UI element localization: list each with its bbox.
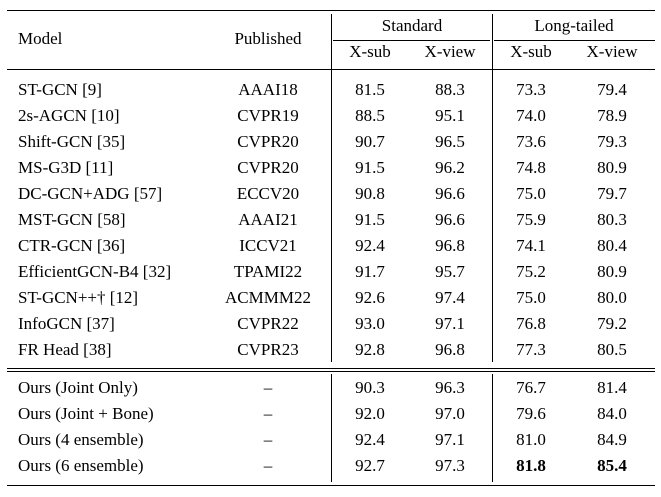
cell-published: –	[263, 430, 273, 449]
cell-longtailed-xview: 80.4	[597, 236, 627, 255]
cell-longtailed-xsub: 76.8	[516, 314, 546, 333]
cell-standard-xview: 95.7	[435, 262, 465, 281]
cell-standard-xsub: 91.7	[355, 262, 385, 281]
cell-model: CTR-GCN [36]	[18, 236, 126, 255]
section-rule-upper	[7, 368, 655, 369]
separator-published-standard	[331, 14, 332, 362]
cell-standard-xview: 97.1	[435, 314, 465, 333]
cell-standard-xview: 95.1	[435, 106, 465, 125]
cell-published: CVPR20	[237, 158, 299, 177]
cell-longtailed-xsub: 74.8	[516, 158, 546, 177]
header-standard-xsub: X-sub	[349, 42, 391, 61]
cell-model: 2s-AGCN [10]	[18, 106, 120, 125]
cell-model: InfoGCN [37]	[18, 314, 115, 333]
cell-longtailed-xsub: 77.3	[516, 340, 546, 359]
cell-longtailed-xsub: 76.7	[516, 378, 546, 397]
cell-standard-xsub: 81.5	[355, 80, 385, 99]
header-standard-xview: X-view	[424, 42, 476, 61]
cell-longtailed-xview: 79.4	[597, 80, 627, 99]
cell-standard-xview: 96.8	[435, 340, 465, 359]
cell-longtailed-xsub: 75.0	[516, 184, 546, 203]
cell-standard-xview: 96.8	[435, 236, 465, 255]
cell-longtailed-xview: 81.4	[597, 378, 627, 397]
cell-published: ACMMM22	[225, 288, 311, 307]
cell-longtailed-xview: 79.2	[597, 314, 627, 333]
cell-model: DC-GCN+ADG [57]	[18, 184, 163, 203]
cell-longtailed-xview: 80.9	[597, 262, 627, 281]
cell-longtailed-xsub: 74.1	[516, 236, 546, 255]
cell-longtailed-xsub: 79.6	[516, 404, 546, 423]
cell-published: –	[263, 378, 273, 397]
cell-model: MST-GCN [58]	[18, 210, 126, 229]
cell-longtailed-xsub: 75.2	[516, 262, 546, 281]
cell-standard-xview: 97.3	[435, 456, 465, 475]
cell-standard-xsub: 92.7	[355, 456, 385, 475]
cell-published: ICCV21	[239, 236, 297, 255]
cell-model: ST-GCN++† [12]	[18, 288, 139, 307]
cell-model: Ours (Joint Only)	[18, 378, 138, 397]
cell-published: TPAMI22	[233, 262, 303, 281]
cell-standard-xview: 96.3	[435, 378, 465, 397]
header-group-rule-longtailed	[494, 40, 655, 41]
cell-longtailed-xsub: 73.6	[516, 132, 546, 151]
cell-longtailed-xview: 80.9	[597, 158, 627, 177]
cell-standard-xsub: 92.4	[355, 430, 385, 449]
header-published: Published	[234, 29, 302, 48]
cell-longtailed-xview: 84.0	[597, 404, 627, 423]
header-group-rule-standard	[333, 40, 490, 41]
cell-standard-xsub: 92.8	[355, 340, 385, 359]
cell-published: –	[263, 404, 273, 423]
cell-published: –	[263, 456, 273, 475]
cell-longtailed-xsub: 74.0	[516, 106, 546, 125]
cell-standard-xsub: 91.5	[355, 210, 385, 229]
cell-standard-xview: 97.1	[435, 430, 465, 449]
header-group-standard: Standard	[381, 16, 443, 35]
cell-standard-xsub: 90.3	[355, 378, 385, 397]
cell-model: Ours (4 ensemble)	[18, 430, 144, 449]
cell-model: MS-G3D [11]	[18, 158, 114, 177]
cell-standard-xview: 88.3	[435, 80, 465, 99]
cell-standard-xview: 96.2	[435, 158, 465, 177]
cell-longtailed-xview: 79.3	[597, 132, 627, 151]
bottom-rule	[7, 485, 655, 486]
cell-published: CVPR23	[237, 340, 299, 359]
section-rule-lower	[7, 371, 655, 372]
cell-published: AAAI21	[238, 210, 298, 229]
cell-standard-xsub: 93.0	[355, 314, 385, 333]
cell-longtailed-xsub: 75.0	[516, 288, 546, 307]
separator-standard-longtailed	[492, 14, 493, 362]
cell-standard-xsub: 92.4	[355, 236, 385, 255]
cell-longtailed-xview: 84.9	[597, 430, 627, 449]
cell-published: AAAI18	[238, 80, 298, 99]
cell-longtailed-xview-best: 85.4	[597, 456, 627, 475]
header-model: Model	[18, 29, 63, 48]
cell-model: Shift-GCN [35]	[18, 132, 126, 151]
cell-longtailed-xsub: 75.9	[516, 210, 546, 229]
cell-longtailed-xview: 78.9	[597, 106, 627, 125]
cell-published: ECCV20	[236, 184, 300, 203]
cell-longtailed-xsub: 81.0	[516, 430, 546, 449]
cell-longtailed-xsub-best: 81.8	[516, 456, 546, 475]
cell-longtailed-xview: 80.5	[597, 340, 627, 359]
cell-model: Ours (Joint + Bone)	[18, 404, 154, 423]
cell-model: FR Head [38]	[18, 340, 112, 359]
cell-standard-xview: 97.4	[435, 288, 465, 307]
header-longtailed-xsub: X-sub	[510, 42, 552, 61]
cell-standard-xsub: 91.5	[355, 158, 385, 177]
cell-standard-xsub: 90.8	[355, 184, 385, 203]
cell-longtailed-xview: 80.0	[597, 288, 627, 307]
separator-published-standard-lower	[331, 374, 332, 482]
cell-standard-xview: 96.6	[435, 210, 465, 229]
cell-longtailed-xview: 79.7	[597, 184, 627, 203]
cell-standard-xsub: 90.7	[355, 132, 385, 151]
cell-published: CVPR20	[237, 132, 299, 151]
top-rule	[7, 10, 655, 11]
cell-standard-xview: 96.6	[435, 184, 465, 203]
cell-longtailed-xview: 80.3	[597, 210, 627, 229]
cell-standard-xsub: 92.0	[355, 404, 385, 423]
cell-standard-xsub: 92.6	[355, 288, 385, 307]
header-group-longtailed: Long-tailed	[534, 16, 614, 35]
cell-model: ST-GCN [9]	[18, 80, 102, 99]
cell-published: CVPR22	[237, 314, 299, 333]
cell-published: CVPR19	[237, 106, 299, 125]
cell-model: Ours (6 ensemble)	[18, 456, 144, 475]
cell-model: EfficientGCN-B4 [32]	[18, 262, 172, 281]
separator-standard-longtailed-lower	[492, 374, 493, 482]
cell-standard-xsub: 88.5	[355, 106, 385, 125]
cell-standard-xview: 97.0	[435, 404, 465, 423]
header-longtailed-xview: X-view	[586, 42, 638, 61]
cell-longtailed-xsub: 73.3	[516, 80, 546, 99]
cell-standard-xview: 96.5	[435, 132, 465, 151]
